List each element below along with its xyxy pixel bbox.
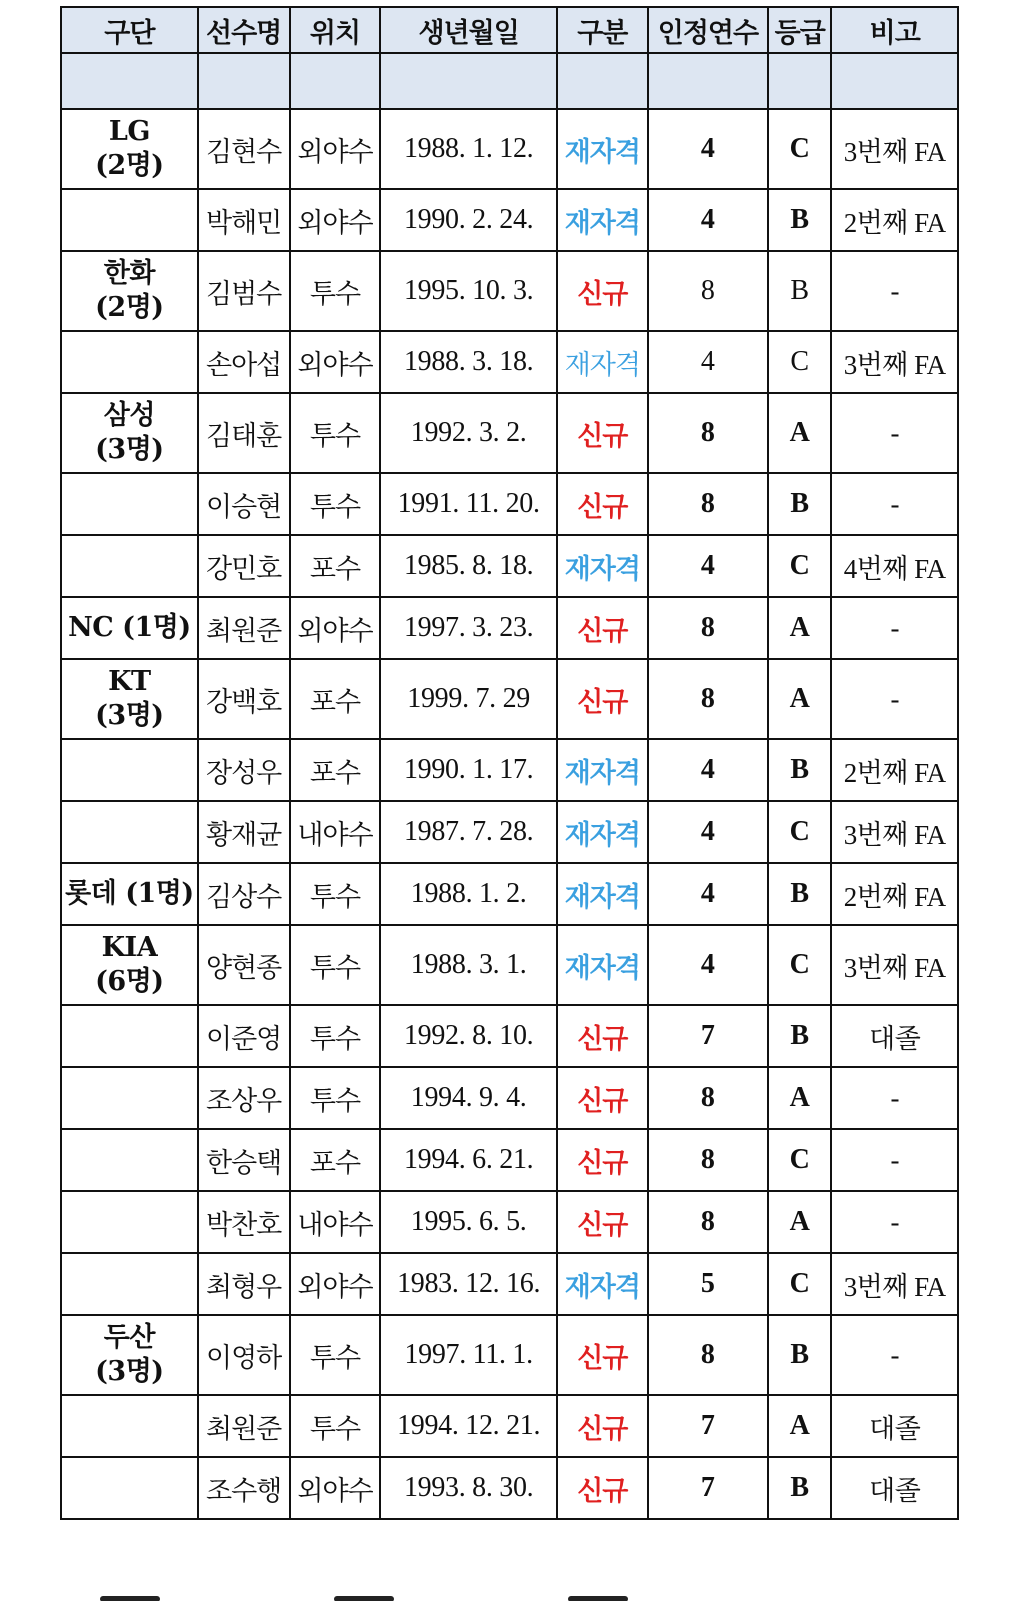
player-name-cell: 장성우 <box>198 739 290 801</box>
player-name-cell: 최원준 <box>198 1395 290 1457</box>
team-cell <box>61 801 198 863</box>
years-cell: 4 <box>648 863 768 925</box>
team-cell <box>61 473 198 535</box>
player-name-cell: 김상수 <box>198 863 290 925</box>
type-cell: 재자격 <box>557 925 648 1005</box>
note-cell: 대졸 <box>831 1005 958 1067</box>
position-cell: 포수 <box>290 1129 381 1191</box>
player-name-cell: 김현수 <box>198 109 290 189</box>
birthdate-cell: 1995. 10. 3. <box>380 251 557 331</box>
grade-cell: C <box>768 1129 831 1191</box>
birthdate-cell: 1988. 1. 12. <box>380 109 557 189</box>
table-row <box>61 659 958 739</box>
note-cell: 3번째 FA <box>831 331 958 393</box>
years-cell: 7 <box>648 1457 768 1519</box>
team-cell: 롯데 (1명) <box>61 863 198 925</box>
position-cell: 투수 <box>290 863 381 925</box>
type-cell: 신규 <box>557 1395 648 1457</box>
note-cell: 3번째 FA <box>831 1253 958 1315</box>
note-cell: - <box>831 597 958 659</box>
blank-cell <box>768 53 831 109</box>
table-row <box>61 863 958 925</box>
player-name-cell: 김범수 <box>198 251 290 331</box>
position-cell: 투수 <box>290 1315 381 1395</box>
table-row <box>61 1005 958 1067</box>
grade-cell: A <box>768 1191 831 1253</box>
type-cell: 신규 <box>557 1129 648 1191</box>
birthdate-cell: 1994. 12. 21. <box>380 1395 557 1457</box>
cropped-glyph <box>334 1596 394 1601</box>
birthdate-cell: 1992. 3. 2. <box>380 393 557 473</box>
birthdate-cell: 1999. 7. 29 <box>380 659 557 739</box>
position-cell: 투수 <box>290 251 381 331</box>
years-cell: 7 <box>648 1005 768 1067</box>
note-cell: 대졸 <box>831 1395 958 1457</box>
years-cell: 8 <box>648 473 768 535</box>
position-cell: 외야수 <box>290 597 381 659</box>
type-cell: 재자격 <box>557 331 648 393</box>
player-name-cell: 강백호 <box>198 659 290 739</box>
team-cell: KIA (6명) <box>61 925 198 1005</box>
type-cell: 재자격 <box>557 801 648 863</box>
type-cell: 신규 <box>557 1191 648 1253</box>
table-row <box>61 739 958 801</box>
type-cell: 신규 <box>557 251 648 331</box>
header-type: 구분 <box>557 7 648 53</box>
blank-cell <box>380 53 557 109</box>
blank-cell <box>557 53 648 109</box>
player-name-cell: 손아섭 <box>198 331 290 393</box>
birthdate-cell: 1995. 6. 5. <box>380 1191 557 1253</box>
birthdate-cell: 1997. 3. 23. <box>380 597 557 659</box>
table-row <box>61 1315 958 1395</box>
position-cell: 외야수 <box>290 189 381 251</box>
team-cell <box>61 1005 198 1067</box>
table-row <box>61 1253 958 1315</box>
type-cell: 신규 <box>557 597 648 659</box>
team-cell <box>61 189 198 251</box>
grade-cell: A <box>768 597 831 659</box>
years-cell: 8 <box>648 1191 768 1253</box>
type-cell: 재자격 <box>557 863 648 925</box>
type-cell: 신규 <box>557 393 648 473</box>
note-cell: - <box>831 1129 958 1191</box>
type-cell: 재자격 <box>557 535 648 597</box>
note-cell: - <box>831 659 958 739</box>
birthdate-cell: 1985. 8. 18. <box>380 535 557 597</box>
birthdate-cell: 1983. 12. 16. <box>380 1253 557 1315</box>
note-cell: 대졸 <box>831 1457 958 1519</box>
position-cell: 포수 <box>290 659 381 739</box>
team-cell <box>61 535 198 597</box>
position-cell: 포수 <box>290 535 381 597</box>
birthdate-cell: 1992. 8. 10. <box>380 1005 557 1067</box>
birthdate-cell: 1994. 6. 21. <box>380 1129 557 1191</box>
header-grade: 등급 <box>768 7 831 53</box>
table-row <box>61 473 958 535</box>
type-cell: 신규 <box>557 1005 648 1067</box>
grade-cell: C <box>768 801 831 863</box>
grade-cell: A <box>768 393 831 473</box>
years-cell: 8 <box>648 393 768 473</box>
header-row <box>61 7 958 53</box>
type-cell: 신규 <box>557 1457 648 1519</box>
player-name-cell: 최형우 <box>198 1253 290 1315</box>
position-cell: 투수 <box>290 1395 381 1457</box>
years-cell: 4 <box>648 535 768 597</box>
years-cell: 8 <box>648 1067 768 1129</box>
birthdate-cell: 1990. 2. 24. <box>380 189 557 251</box>
years-cell: 8 <box>648 251 768 331</box>
note-cell: 3번째 FA <box>831 109 958 189</box>
years-cell: 8 <box>648 1129 768 1191</box>
type-cell: 신규 <box>557 1067 648 1129</box>
note-cell: 3번째 FA <box>831 801 958 863</box>
position-cell: 외야수 <box>290 109 381 189</box>
table-row <box>61 251 958 331</box>
player-name-cell: 강민호 <box>198 535 290 597</box>
cropped-text-strip <box>100 1586 900 1601</box>
position-cell: 내야수 <box>290 801 381 863</box>
position-cell: 투수 <box>290 393 381 473</box>
years-cell: 7 <box>648 1395 768 1457</box>
type-cell: 신규 <box>557 473 648 535</box>
grade-cell: B <box>768 1315 831 1395</box>
grade-cell: B <box>768 739 831 801</box>
team-cell <box>61 331 198 393</box>
position-cell: 외야수 <box>290 331 381 393</box>
years-cell: 8 <box>648 1315 768 1395</box>
header-name: 선수명 <box>198 7 290 53</box>
player-name-cell: 양현종 <box>198 925 290 1005</box>
note-cell: - <box>831 1315 958 1395</box>
grade-cell: B <box>768 189 831 251</box>
table-row <box>61 1457 958 1519</box>
table-row <box>61 1067 958 1129</box>
type-cell: 재자격 <box>557 189 648 251</box>
table-row <box>61 925 958 1005</box>
years-cell: 8 <box>648 659 768 739</box>
note-cell: 2번째 FA <box>831 189 958 251</box>
blank-cell <box>831 53 958 109</box>
table-row <box>61 331 958 393</box>
grade-cell: C <box>768 535 831 597</box>
team-cell: 삼성 (3명) <box>61 393 198 473</box>
player-name-cell: 김태훈 <box>198 393 290 473</box>
years-cell: 4 <box>648 925 768 1005</box>
grade-cell: A <box>768 1395 831 1457</box>
note-cell: 2번째 FA <box>831 739 958 801</box>
grade-cell: A <box>768 1067 831 1129</box>
player-name-cell: 최원준 <box>198 597 290 659</box>
cropped-glyph <box>568 1596 628 1601</box>
position-cell: 내야수 <box>290 1191 381 1253</box>
grade-cell: C <box>768 331 831 393</box>
player-name-cell: 한승택 <box>198 1129 290 1191</box>
header-position: 위치 <box>290 7 381 53</box>
birthdate-cell: 1988. 3. 1. <box>380 925 557 1005</box>
note-cell: - <box>831 1191 958 1253</box>
birthdate-cell: 1991. 11. 20. <box>380 473 557 535</box>
birthdate-cell: 1988. 1. 2. <box>380 863 557 925</box>
type-cell: 재자격 <box>557 109 648 189</box>
note-cell: - <box>831 473 958 535</box>
birthdate-cell: 1988. 3. 18. <box>380 331 557 393</box>
header-birthdate: 생년월일 <box>380 7 557 53</box>
note-cell: - <box>831 1067 958 1129</box>
blank-cell <box>61 53 198 109</box>
blank-cell <box>648 53 768 109</box>
birthdate-cell: 1994. 9. 4. <box>380 1067 557 1129</box>
years-cell: 4 <box>648 109 768 189</box>
team-cell: KT (3명) <box>61 659 198 739</box>
table-body <box>61 109 958 1519</box>
player-name-cell: 조상우 <box>198 1067 290 1129</box>
table-row <box>61 1395 958 1457</box>
header-team: 구단 <box>61 7 198 53</box>
grade-cell: C <box>768 1253 831 1315</box>
position-cell: 투수 <box>290 473 381 535</box>
team-cell <box>61 739 198 801</box>
position-cell: 투수 <box>290 925 381 1005</box>
position-cell: 투수 <box>290 1005 381 1067</box>
table-row <box>61 801 958 863</box>
player-name-cell: 이승현 <box>198 473 290 535</box>
table-row <box>61 1191 958 1253</box>
note-cell: - <box>831 393 958 473</box>
position-cell: 포수 <box>290 739 381 801</box>
grade-cell: B <box>768 1457 831 1519</box>
note-cell: 4번째 FA <box>831 535 958 597</box>
blank-cell <box>290 53 381 109</box>
table-row <box>61 597 958 659</box>
birthdate-cell: 1987. 7. 28. <box>380 801 557 863</box>
player-name-cell: 조수행 <box>198 1457 290 1519</box>
note-cell: 3번째 FA <box>831 925 958 1005</box>
table-row <box>61 189 958 251</box>
birthdate-cell: 1997. 11. 1. <box>380 1315 557 1395</box>
grade-cell: B <box>768 473 831 535</box>
years-cell: 5 <box>648 1253 768 1315</box>
position-cell: 외야수 <box>290 1253 381 1315</box>
note-cell: - <box>831 251 958 331</box>
team-cell <box>61 1067 198 1129</box>
type-cell: 신규 <box>557 659 648 739</box>
table-row <box>61 393 958 473</box>
years-cell: 8 <box>648 597 768 659</box>
birthdate-cell: 1993. 8. 30. <box>380 1457 557 1519</box>
header-years: 인정연수 <box>648 7 768 53</box>
years-cell: 4 <box>648 189 768 251</box>
table-row <box>61 535 958 597</box>
position-cell: 외야수 <box>290 1457 381 1519</box>
type-cell: 재자격 <box>557 739 648 801</box>
team-cell <box>61 1191 198 1253</box>
years-cell: 4 <box>648 801 768 863</box>
team-cell <box>61 1395 198 1457</box>
grade-cell: C <box>768 925 831 1005</box>
header-blank-row <box>61 53 958 109</box>
header-note: 비고 <box>831 7 958 53</box>
years-cell: 4 <box>648 331 768 393</box>
grade-cell: C <box>768 109 831 189</box>
type-cell: 재자격 <box>557 1253 648 1315</box>
grade-cell: B <box>768 863 831 925</box>
player-name-cell: 황재균 <box>198 801 290 863</box>
table-row <box>61 1129 958 1191</box>
birthdate-cell: 1990. 1. 17. <box>380 739 557 801</box>
player-name-cell: 이영하 <box>198 1315 290 1395</box>
years-cell: 4 <box>648 739 768 801</box>
grade-cell: A <box>768 659 831 739</box>
team-cell <box>61 1253 198 1315</box>
table-row <box>61 109 958 189</box>
team-cell: LG (2명) <box>61 109 198 189</box>
team-cell: 한화 (2명) <box>61 251 198 331</box>
team-cell <box>61 1129 198 1191</box>
player-name-cell: 박찬호 <box>198 1191 290 1253</box>
blank-cell <box>198 53 290 109</box>
fa-list-table <box>60 6 959 1520</box>
team-cell: 두산 (3명) <box>61 1315 198 1395</box>
note-cell: 2번째 FA <box>831 863 958 925</box>
cropped-glyph <box>100 1596 160 1601</box>
grade-cell: B <box>768 251 831 331</box>
player-name-cell: 이준영 <box>198 1005 290 1067</box>
type-cell: 신규 <box>557 1315 648 1395</box>
team-cell <box>61 1457 198 1519</box>
team-cell: NC (1명) <box>61 597 198 659</box>
player-name-cell: 박해민 <box>198 189 290 251</box>
grade-cell: B <box>768 1005 831 1067</box>
position-cell: 투수 <box>290 1067 381 1129</box>
